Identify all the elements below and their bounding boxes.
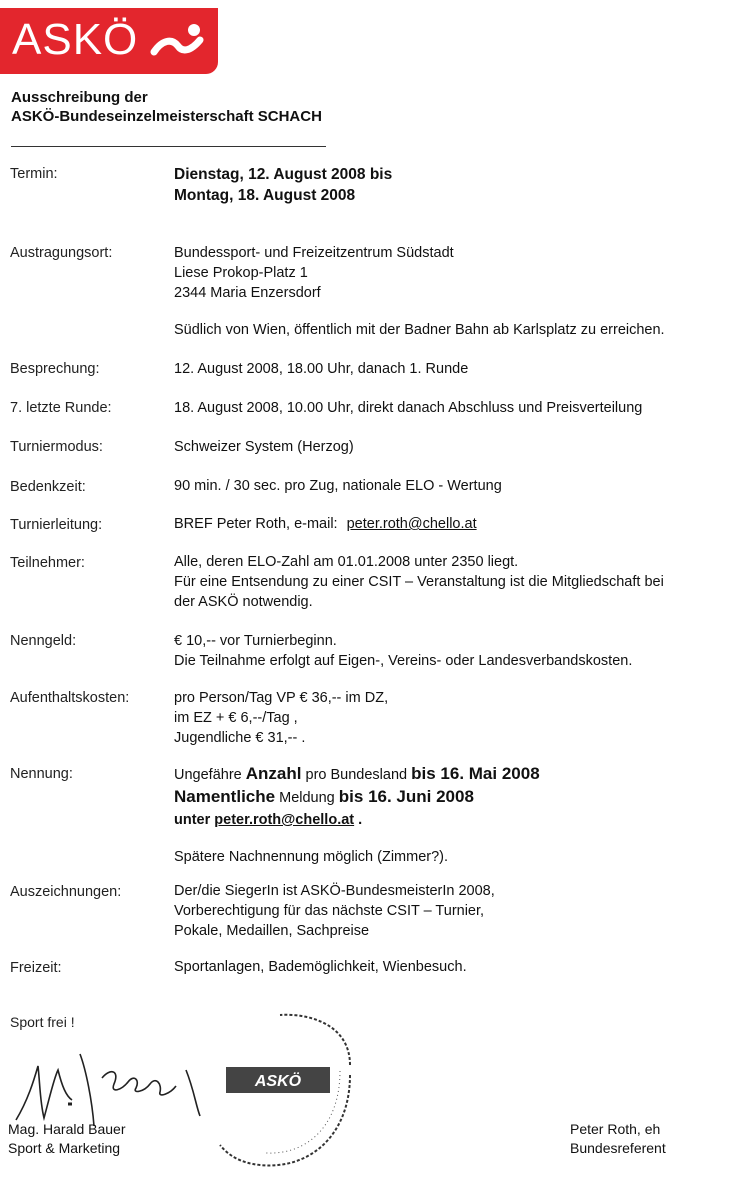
asko-logo xyxy=(0,8,218,74)
nenngeld-label: Nenngeld: xyxy=(10,633,77,649)
handwritten-signature xyxy=(10,1040,210,1130)
letzte-runde-value: 18. August 2008, 10.00 Uhr, direkt danach Abschluss und Preisverteilung xyxy=(174,400,643,416)
asko-stamp xyxy=(200,1005,360,1175)
letzte-runde-label: 7. letzte Runde: xyxy=(10,400,112,416)
freizeit-label: Freizeit: xyxy=(10,960,62,976)
austragungsort-label: Austragungsort: xyxy=(10,245,113,261)
turnierleitung-value: BREF Peter Roth, e-mail: peter.roth@chello.at xyxy=(174,516,477,532)
bedenkzeit-value: 90 min. / 30 sec. pro Zug, nationale ELO - Wertung xyxy=(174,478,502,494)
signature-left: Mag. Harald Bauer Sport & Marketing xyxy=(8,1121,126,1156)
termin-value: Dienstag, 12. August 2008 bis Montag, 18. August 2008 xyxy=(174,166,393,204)
freizeit-value: Sportanlagen, Bademöglichkeit, Wienbesuch. xyxy=(174,959,467,975)
turniermodus-value: Schweizer System (Herzog) xyxy=(174,439,354,455)
logo-text: ASKÖ xyxy=(12,15,139,64)
aufenthaltskosten-label: Aufenthaltskosten: xyxy=(10,690,130,706)
nenngeld-value: € 10,-- vor Turnierbeginn. Die Teilnahme erfolgt auf Eigen-, Vereins- oder Landesverbandskosten. xyxy=(174,633,633,669)
turnierleitung-label: Turnierleitung: xyxy=(10,517,103,533)
signature-right: Peter Roth, eh Bundesreferent xyxy=(570,1121,666,1156)
nennung-email-link[interactable]: peter.roth@chello.at xyxy=(214,812,355,828)
document-title: Ausschreibung der ASKÖ-Bundeseinzelmeisterschaft SCHACH xyxy=(11,89,322,125)
teilnehmer-label: Teilnehmer: xyxy=(10,555,85,571)
aufenthaltskosten-value: pro Person/Tag VP € 36,-- im DZ, im EZ + € 6,--/Tag , Jugendliche € 31,-- . xyxy=(174,690,389,746)
besprechung-value: 12. August 2008, 18.00 Uhr, danach 1. Runde xyxy=(174,361,469,377)
austragungsort-value: Bundessport- und Freizeitzentrum Südstadt Liese Prokop-Platz 1 2344 Maria Enzersdorf Südlich von Wien, öffentlich mit der Badner Bahn ab Karlsplatz zu erreichen. xyxy=(174,245,665,338)
runner-icon xyxy=(150,22,206,62)
nennung-value: Ungefähre Anzahl pro Bundesland bis 16. Mai 2008 Namentliche Meldung bis 16. Juni 2008 unter peter.roth@chello.at . Spätere Nachnennung möglich (Zimmer?). xyxy=(174,764,540,865)
nennung-label: Nennung: xyxy=(10,766,73,782)
auszeichnungen-value: Der/die SiegerIn ist ASKÖ-BundesmeisterIn 2008, Vorberechtigung für das nächste CSIT – Turnier, Pokale, Medaillen, Sachpreise xyxy=(174,883,495,939)
closing-text: Sport frei ! xyxy=(10,1014,75,1030)
stamp-text: ASKÖ xyxy=(254,1073,302,1090)
turniermodus-label: Turniermodus: xyxy=(10,439,103,455)
turnierleitung-email-link[interactable]: peter.roth@chello.at xyxy=(346,516,477,532)
title-divider xyxy=(11,146,326,147)
besprechung-label: Besprechung: xyxy=(10,361,100,377)
termin-label: Termin: xyxy=(10,166,58,182)
teilnehmer-value: Alle, deren ELO-Zahl am 01.01.2008 unter 2350 liegt. Für eine Entsendung zu einer CSIT – Veranstaltung ist die Mitgliedschaft bei der ASKÖ notwendig. xyxy=(174,554,664,610)
bedenkzeit-label: Bedenkzeit: xyxy=(10,479,86,495)
auszeichnungen-label: Auszeichnungen: xyxy=(10,884,122,900)
